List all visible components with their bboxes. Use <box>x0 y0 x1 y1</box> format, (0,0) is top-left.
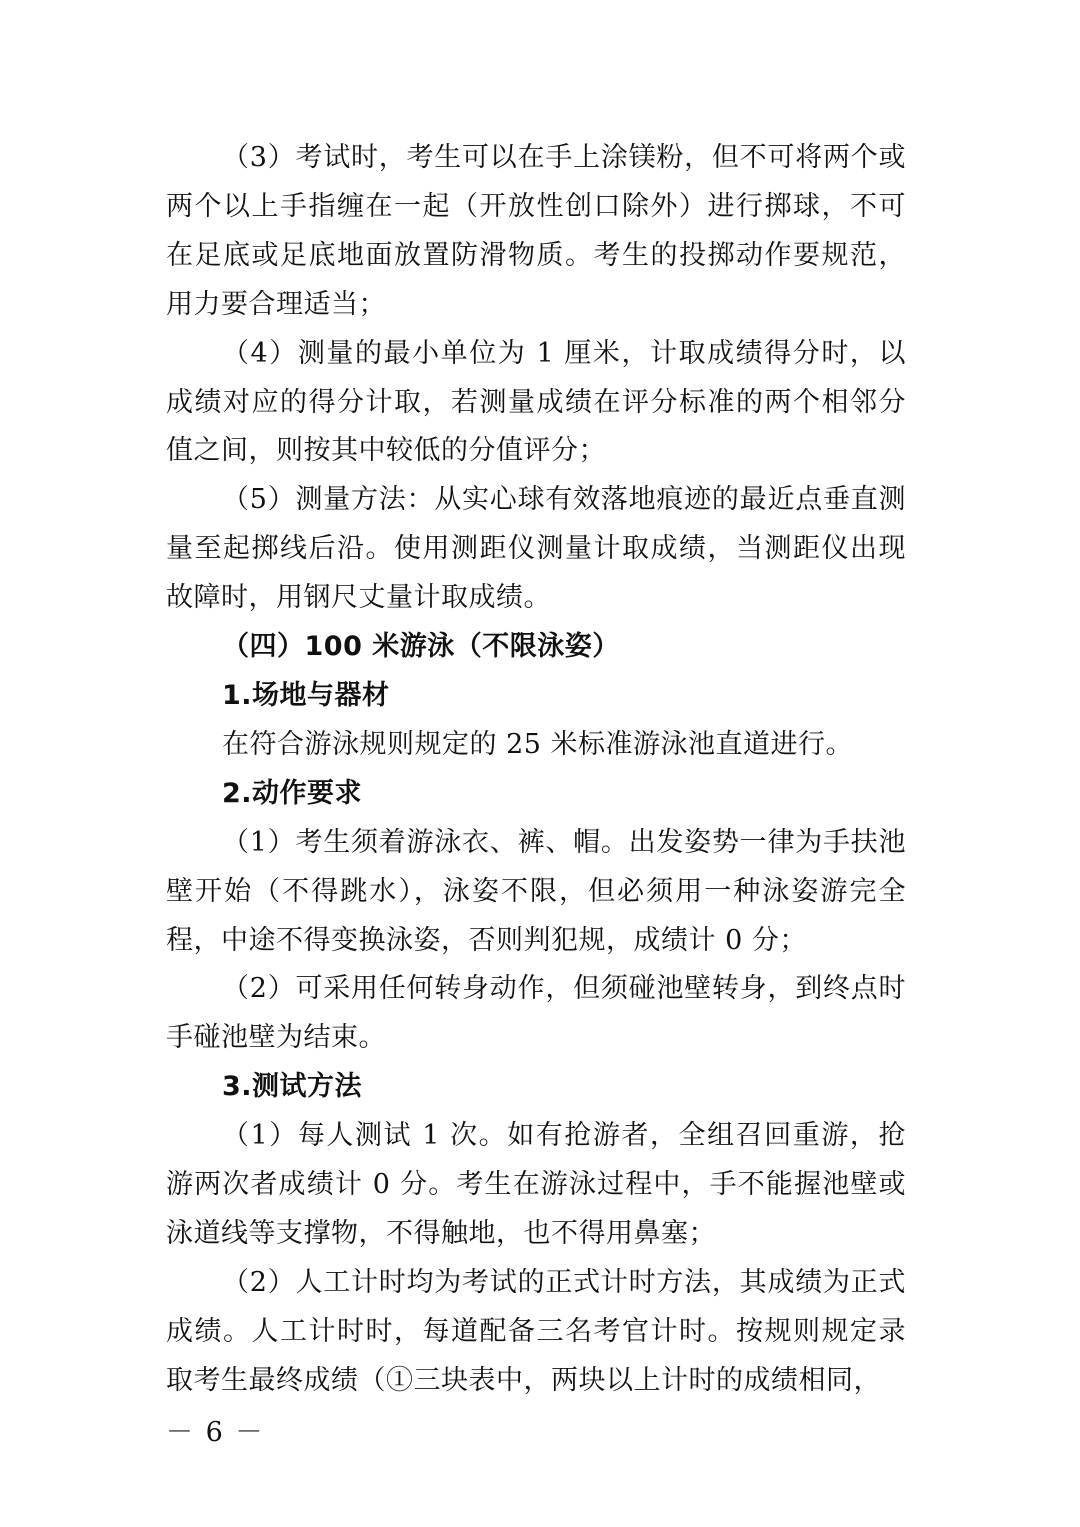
paragraph-test-rule-1: （1）每人测试 1 次。如有抢游者，全组召回重游，抢游两次者成绩计 0 分。考生在游泳过程中，手不能握池壁或泳道线等支撑物，不得触地，也不得用鼻塞； <box>166 1120 906 1249</box>
subheading-venue-equipment: 1.场地与器材 <box>222 679 390 711</box>
paragraph-action-rule-1: （1）考生须着游泳衣、裤、帽。出发姿势一律为手扶池壁开始（不得跳水），泳姿不限，但必须用一种泳姿游完全程，中途不得变换泳姿，否则判犯规，成绩计 0 分； <box>166 826 906 956</box>
paragraph-action-rule-2: （2）可采用任何转身动作，但须碰池壁转身，到终点时手碰池壁为结束。 <box>166 973 906 1054</box>
subheading-test-method: 3.测试方法 <box>222 1071 363 1103</box>
page-number: － 6 － <box>166 1417 265 1448</box>
section-heading-swimming: （四）100 米游泳（不限泳姿） <box>222 631 620 663</box>
paragraph-shot-put-rule-3: （3）考试时，考生可以在手上涂镁粉，但不可将两个或两个以上手指缠在一起（开放性创口除外）进行掷球，不可在足底或足底地面放置防滑物质。考生的投掷动作要规范，用力要合理适当； <box>166 142 906 320</box>
paragraph-test-rule-2: （2）人工计时均为考试的正式计时方法，其成绩为正式成绩。人工计时时，每道配备三名考官计时。按规则规定录取考生最终成绩（①三块表中，两块以上计时的成绩相同， <box>166 1266 906 1396</box>
paragraph-shot-put-rule-5: （5）测量方法：从实心球有效落地痕迹的最近点垂直测量至起掷线后沿。使用测距仪测量计取成绩，当测距仪出现故障时，用钢尺丈量计取成绩。 <box>166 484 906 614</box>
subheading-action-requirements: 2.动作要求 <box>222 777 363 809</box>
paragraph-shot-put-rule-4: （4）测量的最小单位为 1 厘米，计取成绩得分时，以成绩对应的得分计取，若测量成绩在评分标准的两个相邻分值之间，则按其中较低的分值评分； <box>166 337 906 467</box>
document-body <box>166 134 906 1406</box>
paragraph-venue: 在符合游泳规则规定的 25 米标准游泳池直道进行。 <box>222 728 854 760</box>
